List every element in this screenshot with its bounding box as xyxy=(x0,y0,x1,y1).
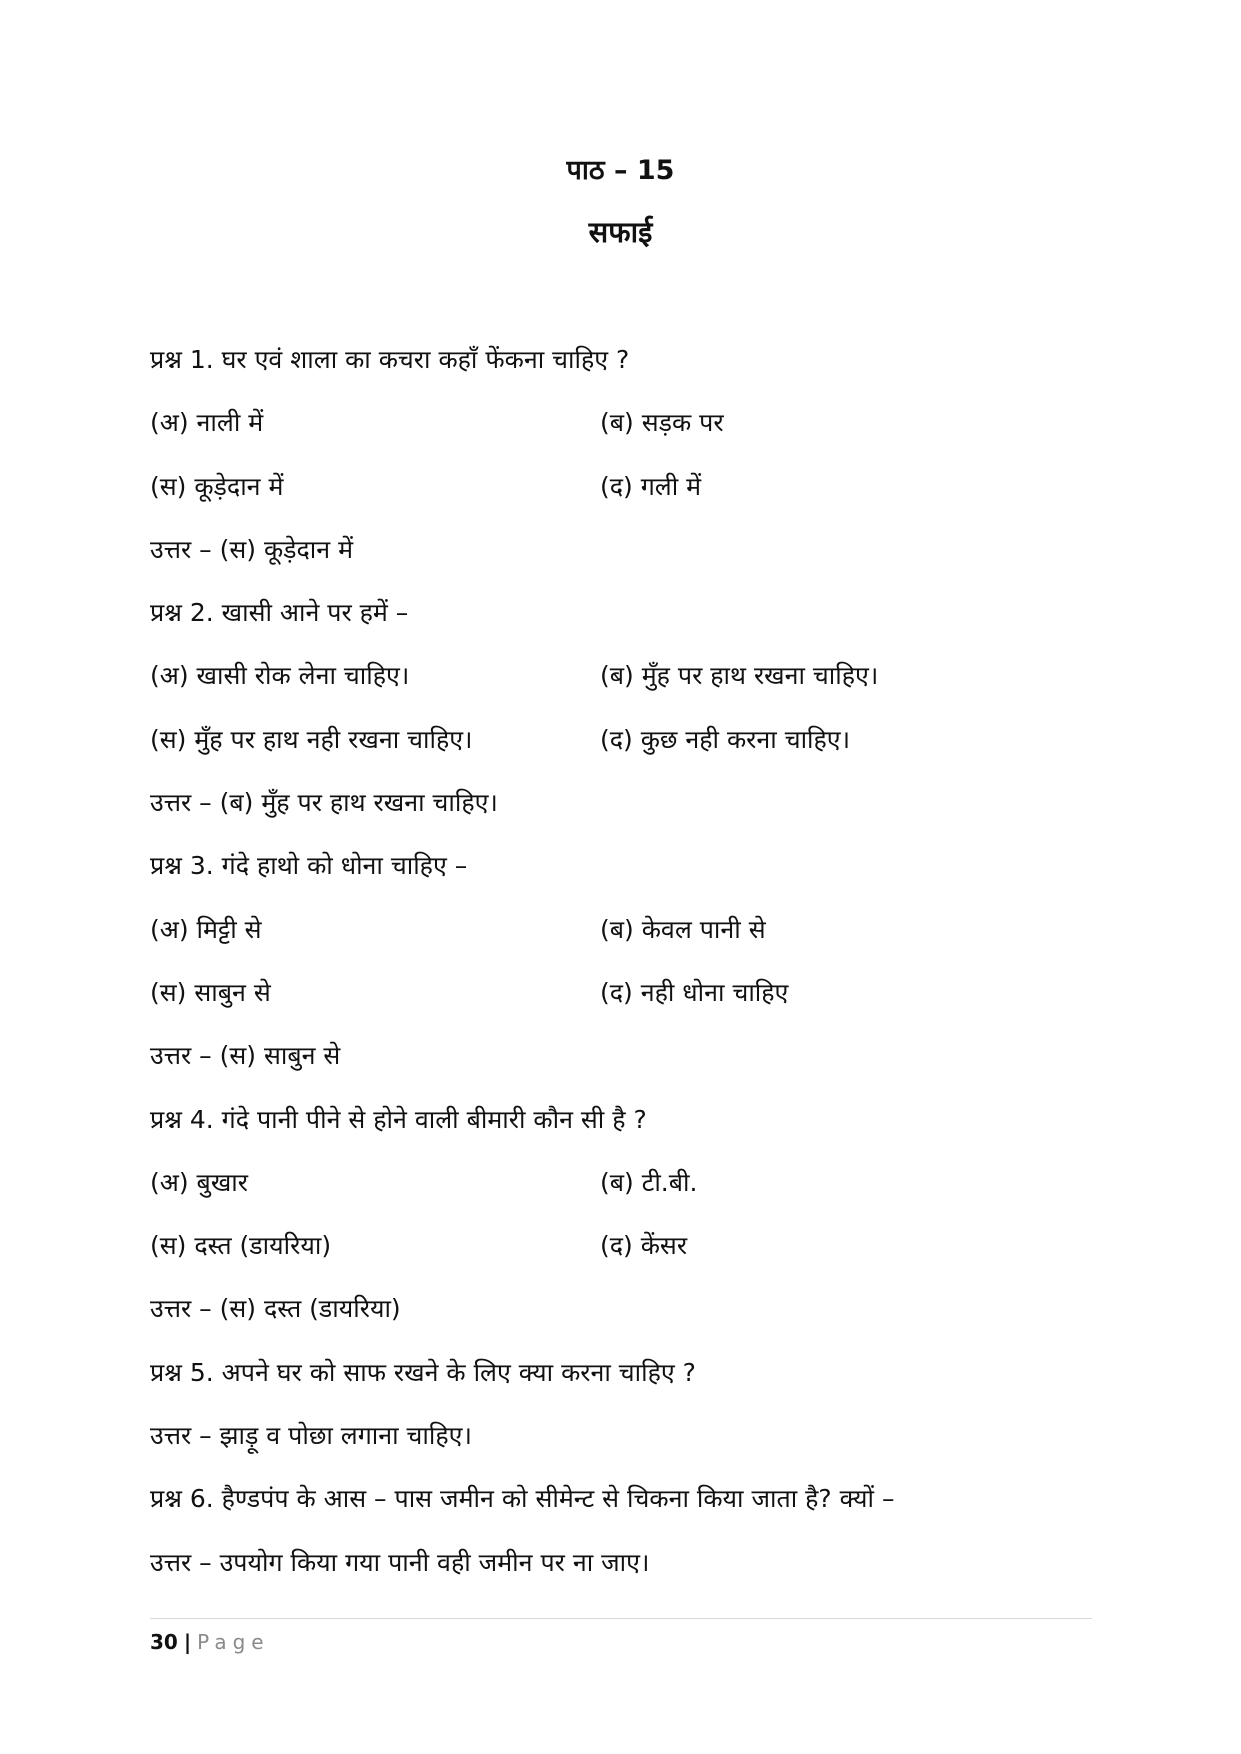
option-a: (अ) मिट्टी से xyxy=(150,914,262,944)
question-2: प्रश्न 2. खासी आने पर हमें – xyxy=(150,598,409,628)
lesson-number: पाठ – 15 xyxy=(566,155,675,186)
answer-4: उत्तर – (स) दस्त (डायरिया) xyxy=(150,1294,401,1324)
page-label: Page xyxy=(197,1630,270,1654)
options-row xyxy=(150,1226,1110,1289)
options-row xyxy=(150,1163,1110,1226)
answer-3: उत्तर – (स) साबुन से xyxy=(150,1041,341,1071)
options-row xyxy=(150,973,1110,1036)
option-b: (ब) टी.बी. xyxy=(600,1167,698,1197)
option-b: (ब) सड़क पर xyxy=(600,408,724,438)
option-a: (अ) नाली में xyxy=(150,408,264,438)
options-row xyxy=(150,656,1110,719)
page-number: 30 xyxy=(150,1630,178,1654)
option-b: (ब) केवल पानी से xyxy=(600,914,766,944)
option-d: (द) केंसर xyxy=(600,1231,688,1261)
footer-divider xyxy=(150,1618,1092,1619)
option-b: (ब) मुँह पर हाथ रखना चाहिए। xyxy=(600,661,879,691)
question-5: प्रश्न 5. अपने घर को साफ रखने के लिए क्या करना चाहिए ? xyxy=(150,1357,696,1387)
options-row xyxy=(150,910,1110,973)
option-a: (अ) बुखार xyxy=(150,1167,248,1197)
option-d: (द) गली में xyxy=(600,471,702,501)
question-6: प्रश्न 6. हैण्डपंप के आस – पास जमीन को सीमेन्ट से चिकना किया जाता है? क्यों – xyxy=(150,1484,895,1514)
answer-5: उत्तर – झाड़ू व पोछा लगाना चाहिए। xyxy=(150,1421,472,1451)
option-d: (द) नही धोना चाहिए xyxy=(600,977,789,1007)
question-4: प्रश्न 4. गंदे पानी पीने से होने वाली बीमारी कौन सी है ? xyxy=(150,1104,647,1134)
question-3: प्रश्न 3. गंदे हाथो को धोना चाहिए – xyxy=(150,851,468,881)
option-a: (अ) खासी रोक लेना चाहिए। xyxy=(150,661,410,691)
footer-separator: | xyxy=(183,1630,192,1654)
lesson-title: सफाई xyxy=(588,215,653,249)
answer-6: उत्तर – उपयोग किया गया पानी वही जमीन पर ना जाए। xyxy=(150,1547,650,1577)
question-1: प्रश्न 1. घर एवं शाला का कचरा कहाँ फेंकना चाहिए ? xyxy=(150,345,630,374)
option-c: (स) मुँह पर हाथ नही रखना चाहिए। xyxy=(150,724,473,754)
option-d: (द) कुछ नही करना चाहिए। xyxy=(600,724,851,754)
question-list xyxy=(150,340,1110,1606)
option-c: (स) दस्त (डायरिया) xyxy=(150,1231,332,1261)
option-c: (स) कूड़ेदान में xyxy=(150,471,284,501)
answer-1: उत्तर – (स) कूड़ेदान में xyxy=(150,534,354,564)
option-c: (स) साबुन से xyxy=(150,977,271,1007)
options-row xyxy=(150,720,1110,783)
answer-2: उत्तर – (ब) मुँह पर हाथ रखना चाहिए। xyxy=(150,788,498,818)
options-row xyxy=(150,403,1110,466)
options-row xyxy=(150,467,1110,530)
page-footer xyxy=(150,1627,270,1657)
